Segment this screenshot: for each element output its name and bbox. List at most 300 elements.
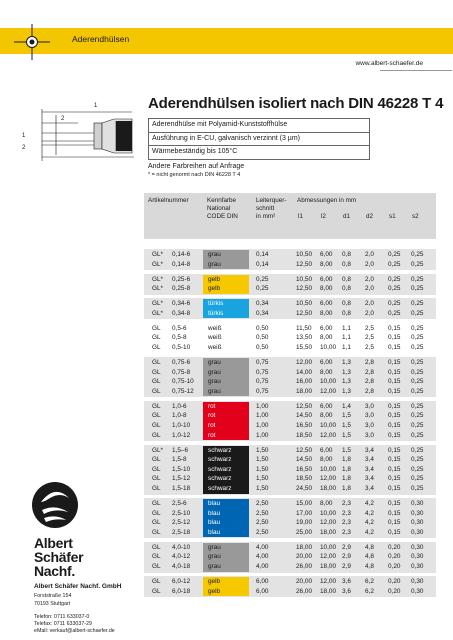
- color-name: grau: [208, 368, 221, 376]
- dim-l1: 18,00: [296, 543, 312, 551]
- dim-s2: 0,25: [411, 344, 424, 351]
- table-row: [0, 260, 453, 270]
- dim-l2: 10,00: [320, 422, 336, 429]
- color-name: grau: [208, 251, 221, 258]
- article-number: 1,0-8: [172, 412, 187, 420]
- article-prefix: GL*: [152, 275, 164, 283]
- article-number: 1,0-12: [172, 431, 191, 439]
- cross-section: 2,50: [256, 509, 269, 517]
- table-row: [0, 431, 453, 441]
- dim-l1: 14,50: [296, 456, 312, 464]
- color-name: schwarz: [208, 456, 232, 464]
- article-number: 0,14-8: [172, 260, 191, 268]
- dim-s1: 0,25: [388, 309, 401, 317]
- url-divider: [380, 70, 452, 71]
- article-prefix: GL: [152, 422, 161, 429]
- dim-d2: 3,4: [365, 456, 374, 464]
- dim-s2: 0,30: [411, 553, 424, 561]
- dimension-label-l1: 1: [94, 103, 98, 109]
- cross-section: 0,75: [256, 359, 269, 366]
- dim-s1: 0,15: [388, 500, 401, 507]
- dim-s2: 0,30: [411, 528, 424, 536]
- article-number: 6,0-18: [172, 587, 191, 595]
- dim-d2: 4,2: [365, 519, 374, 527]
- dim-l2: 12,00: [320, 475, 336, 483]
- article-number: 1,0-10: [172, 422, 191, 429]
- dim-l2: 6,00: [320, 251, 333, 258]
- article-prefix: GL*: [152, 300, 164, 308]
- dim-d2: 3,0: [365, 412, 374, 420]
- article-prefix: GL: [152, 368, 161, 376]
- dim-l1: 12,50: [296, 285, 312, 293]
- company-name: Albert Schäfer Nachf. GmbH: [34, 583, 122, 590]
- article-prefix: GL: [152, 485, 161, 492]
- dim-l2: 12,00: [320, 578, 336, 585]
- color-name: türkis: [208, 309, 224, 317]
- dim-d1: 1,8: [342, 485, 351, 492]
- article-prefix: GL: [152, 378, 161, 386]
- dim-s1: 0,25: [388, 300, 401, 308]
- header-color: Kennfarbe National CODE DIN: [207, 197, 238, 220]
- dim-l1: 10,50: [296, 300, 312, 308]
- table-row: [0, 333, 453, 343]
- dim-s1: 0,15: [388, 422, 401, 429]
- color-name: rot: [208, 402, 216, 410]
- table-row: [0, 299, 453, 309]
- dim-d2: 4,2: [365, 509, 374, 517]
- dim-l2: 6,00: [320, 446, 333, 454]
- dim-l2: 12,00: [320, 519, 336, 527]
- cross-section: 1,00: [256, 402, 269, 410]
- logo-line: Albert: [34, 535, 73, 551]
- color-name: türkis: [208, 300, 224, 308]
- dim-l2: 8,00: [320, 285, 333, 293]
- dim-d1: 1,5: [342, 446, 351, 454]
- dim-l1: 26,00: [296, 587, 312, 595]
- dim-d2: 4,8: [365, 553, 374, 561]
- article-number: 0,5-8: [172, 334, 187, 342]
- dim-d1: 1,1: [342, 324, 351, 332]
- article-number: 2,5-6: [172, 500, 187, 507]
- dim-l1: 18,50: [296, 431, 312, 439]
- article-prefix: GL: [152, 563, 161, 570]
- fax: Telefax: 0711 633037-29: [34, 621, 92, 627]
- article-prefix: GL: [152, 519, 161, 527]
- dim-s2: 0,30: [411, 563, 424, 570]
- article-number: 0,25-6: [172, 275, 191, 283]
- cross-section: 2,50: [256, 519, 269, 527]
- cross-section: 0,14: [256, 260, 269, 268]
- dim-d1: 1,3: [342, 368, 351, 376]
- dim-s1: 0,25: [388, 251, 401, 258]
- header-d1: d1: [343, 213, 351, 220]
- dim-l1: 20,00: [296, 553, 312, 561]
- dim-l1: 15,50: [296, 344, 312, 351]
- cross-section: 1,00: [256, 422, 269, 429]
- table-row: [0, 446, 453, 456]
- article-number: 0,75-12: [172, 387, 194, 395]
- dim-l2: 10,00: [320, 543, 336, 551]
- dim-d2: 4,2: [365, 528, 374, 536]
- dim-d2: 2,0: [365, 260, 374, 268]
- dim-d1: 1,3: [342, 387, 351, 395]
- dim-s2: 0,25: [411, 251, 424, 258]
- dim-d2: 3,4: [365, 446, 374, 454]
- dim-d2: 6,2: [365, 578, 374, 585]
- dim-s1: 0,15: [388, 324, 401, 332]
- dim-s2: 0,25: [411, 260, 424, 268]
- article-prefix: GL: [152, 500, 161, 507]
- color-name: weiß: [208, 324, 222, 332]
- dim-s1: 0,15: [388, 431, 401, 439]
- section-label: Aderendhülsen: [72, 34, 130, 44]
- dim-s2: 0,25: [411, 485, 424, 492]
- header-l2: l2: [321, 213, 326, 220]
- color-name: schwarz: [208, 446, 232, 454]
- article-number: 0,5-10: [172, 344, 191, 351]
- dim-s1: 0,15: [388, 465, 401, 473]
- dim-l2: 6,00: [320, 359, 333, 366]
- color-name: blau: [208, 528, 221, 536]
- dim-d2: 3,0: [365, 422, 374, 429]
- dim-d1: 0,8: [342, 300, 351, 308]
- article-number: 1,5-10: [172, 465, 191, 473]
- color-name: gelb: [208, 578, 221, 585]
- dim-l2: 18,00: [320, 587, 336, 595]
- dim-l1: 18,50: [296, 475, 312, 483]
- dim-s2: 0,30: [411, 543, 424, 551]
- color-name: weiß: [208, 344, 222, 351]
- table-row: [0, 250, 453, 260]
- cross-section: 1,50: [256, 456, 269, 464]
- dim-s2: 0,25: [411, 324, 424, 332]
- dim-l1: 17,00: [296, 509, 312, 517]
- dim-s2: 0,25: [411, 412, 424, 420]
- dim-d2: 4,2: [365, 500, 374, 507]
- email-link[interactable]: eMail: verkauf@albert-schaefer.de: [34, 628, 115, 634]
- color-name: schwarz: [208, 465, 232, 473]
- dim-d1: 3,6: [342, 587, 351, 595]
- header-cross-section: Leiterquer- schnitt in mm²: [256, 197, 287, 220]
- page-title: Aderendhülsen isoliert nach DIN 46228 T 4: [148, 95, 444, 112]
- dim-d2: 3,0: [365, 431, 374, 439]
- dim-s2: 0,25: [411, 334, 424, 342]
- cross-section: 0,75: [256, 387, 269, 395]
- footnote: * = nicht genormt nach DIN 46228 T 4: [148, 172, 241, 178]
- article-number: 2,5-10: [172, 509, 191, 517]
- article-prefix: GL: [152, 359, 161, 366]
- article-prefix: GL*: [152, 251, 164, 258]
- dim-d1: 2,3: [342, 509, 351, 517]
- dim-d1: 1,8: [342, 456, 351, 464]
- dim-s2: 0,30: [411, 509, 424, 517]
- dim-l2: 12,00: [320, 431, 336, 439]
- dim-l1: 24,50: [296, 485, 312, 492]
- logo-line: Nachf.: [34, 563, 75, 579]
- color-name: grau: [208, 553, 221, 561]
- dim-d1: 2,3: [342, 500, 351, 507]
- dimension-label-l2: 2: [61, 116, 65, 122]
- dim-s2: 0,30: [411, 587, 424, 595]
- dim-s1: 0,15: [388, 446, 401, 454]
- dim-s2: 0,25: [411, 309, 424, 317]
- article-prefix: GL: [152, 334, 161, 342]
- dim-l2: 8,00: [320, 368, 333, 376]
- dim-l1: 13,50: [296, 334, 312, 342]
- cross-section: 0,25: [256, 285, 269, 293]
- cross-section: 2,50: [256, 528, 269, 536]
- dim-s1: 0,15: [388, 475, 401, 483]
- table-row: [0, 284, 453, 294]
- dim-l1: 12,00: [296, 359, 312, 366]
- dim-s1: 0,25: [388, 275, 401, 283]
- dim-l2: 6,00: [320, 324, 333, 332]
- dim-s1: 0,15: [388, 334, 401, 342]
- article-number: 2,5-18: [172, 528, 191, 536]
- dim-d1: 3,6: [342, 578, 351, 585]
- color-name: grau: [208, 387, 221, 395]
- cross-section: 0,34: [256, 300, 269, 308]
- table-row: [0, 387, 453, 397]
- article-prefix: GL: [152, 431, 161, 439]
- header-s1: s1: [389, 213, 396, 220]
- article-prefix: GL*: [152, 446, 164, 454]
- cross-section: 0,75: [256, 368, 269, 376]
- dim-s1: 0,15: [388, 509, 401, 517]
- dim-l2: 8,00: [320, 412, 333, 420]
- dim-s1: 0,25: [388, 285, 401, 293]
- dim-d2: 2,0: [365, 285, 374, 293]
- cross-section: 4,00: [256, 553, 269, 561]
- color-name: blau: [208, 500, 221, 507]
- address-street: Forststraße 154: [34, 593, 72, 599]
- article-prefix: GL: [152, 553, 161, 561]
- table-row: [0, 343, 453, 353]
- dim-s2: 0,30: [411, 519, 424, 527]
- dim-s2: 0,25: [411, 359, 424, 366]
- dim-d1: 1,8: [342, 475, 351, 483]
- dim-d2: 3,4: [365, 475, 374, 483]
- dim-l2: 18,00: [320, 528, 336, 536]
- dim-s1: 0,25: [388, 260, 401, 268]
- article-number: 0,34-8: [172, 309, 191, 317]
- cross-section: 1,00: [256, 431, 269, 439]
- dim-l2: 8,00: [320, 309, 333, 317]
- color-name: grau: [208, 260, 221, 268]
- company-logo-icon: [30, 478, 80, 532]
- description-line: Aderendhülse mit Polyamid-Kunststoffhülse: [149, 119, 369, 133]
- dim-s2: 0,25: [411, 475, 424, 483]
- table-row: [0, 402, 453, 412]
- article-number: 1,5-12: [172, 475, 191, 483]
- cross-section: 4,00: [256, 563, 269, 570]
- table-row: [0, 358, 453, 368]
- dim-d1: 1,4: [342, 402, 351, 410]
- dim-l2: 18,00: [320, 485, 336, 492]
- cross-section: 0,75: [256, 378, 269, 386]
- header-dimensions: Abmessungen in mm: [297, 197, 357, 204]
- dim-d1: 0,8: [342, 251, 351, 258]
- dim-l2: 12,00: [320, 387, 336, 395]
- header-d2: d2: [366, 213, 374, 220]
- color-name: rot: [208, 431, 216, 439]
- dim-d2: 2,5: [365, 334, 374, 342]
- dim-d1: 2,3: [342, 528, 351, 536]
- color-name: gelb: [208, 285, 221, 293]
- dim-l2: 10,00: [320, 465, 336, 473]
- dim-l2: 10,00: [320, 344, 336, 351]
- color-name: rot: [208, 412, 216, 420]
- dim-s1: 0,15: [388, 412, 401, 420]
- product-description-box: [148, 118, 370, 160]
- article-prefix: GL: [152, 402, 161, 410]
- color-name: grau: [208, 359, 221, 366]
- dim-d2: 2,8: [365, 359, 374, 366]
- dim-s2: 0,30: [411, 578, 424, 585]
- dim-d2: 2,5: [365, 324, 374, 332]
- header-s2: s2: [412, 213, 419, 220]
- article-number: 2,5-12: [172, 519, 191, 527]
- color-name: blau: [208, 519, 221, 527]
- table-row: [0, 309, 453, 319]
- dim-l1: 14,00: [296, 368, 312, 376]
- dim-d2: 2,0: [365, 275, 374, 283]
- color-note: Andere Farbreihen auf Anfrage: [148, 163, 245, 170]
- article-number: 0,34-6: [172, 300, 191, 308]
- dim-s2: 0,25: [411, 446, 424, 454]
- table-row: [0, 377, 453, 387]
- header-l1: l1: [298, 213, 303, 220]
- dim-s2: 0,25: [411, 422, 424, 429]
- dim-d1: 1,3: [342, 359, 351, 366]
- dim-l1: 26,00: [296, 563, 312, 570]
- dim-d1: 0,8: [342, 260, 351, 268]
- cross-section: 6,00: [256, 587, 269, 595]
- dim-d2: 3,4: [365, 485, 374, 492]
- dimension-label-d1: 1: [22, 133, 26, 139]
- dim-s1: 0,20: [388, 563, 401, 570]
- dim-d2: 4,8: [365, 543, 374, 551]
- color-name: schwarz: [208, 485, 232, 492]
- article-prefix: GL: [152, 475, 161, 483]
- color-name: grau: [208, 543, 221, 551]
- dim-s1: 0,15: [388, 387, 401, 395]
- cross-section: 0,14: [256, 251, 269, 258]
- article-prefix: GL: [152, 412, 161, 420]
- cross-section: 2,50: [256, 500, 269, 507]
- article-prefix: GL*: [152, 285, 164, 293]
- table-row: [0, 411, 453, 421]
- dim-l1: 25,00: [296, 528, 312, 536]
- article-number: 0,75-6: [172, 359, 191, 366]
- article-number: 4,0-18: [172, 563, 191, 570]
- table-row: [0, 324, 453, 334]
- color-name: rot: [208, 422, 216, 429]
- dim-s1: 0,15: [388, 519, 401, 527]
- dim-d2: 2,0: [365, 251, 374, 258]
- cross-section: 1,50: [256, 485, 269, 492]
- dim-s1: 0,15: [388, 456, 401, 464]
- dim-l1: 10,50: [296, 275, 312, 283]
- color-name: gelb: [208, 275, 221, 283]
- dim-l1: 16,50: [296, 465, 312, 473]
- article-prefix: GL: [152, 387, 161, 395]
- website-url: www.albert-schaefer.de: [355, 60, 423, 67]
- dim-d1: 1,3: [342, 378, 351, 386]
- cross-section: 1,50: [256, 465, 269, 473]
- description-line: Wärmebeständig bis 105°C: [152, 148, 238, 155]
- dim-d2: 2,8: [365, 368, 374, 376]
- dim-l2: 10,00: [320, 378, 336, 386]
- dim-l1: 15,00: [296, 500, 312, 507]
- dim-d1: 2,9: [342, 563, 351, 570]
- dim-d1: 0,8: [342, 285, 351, 293]
- dim-l2: 18,00: [320, 563, 336, 570]
- dimension-label-d2: 2: [22, 145, 26, 151]
- article-prefix: GL: [152, 509, 161, 517]
- color-name: weiß: [208, 334, 222, 342]
- dim-l1: 18,00: [296, 387, 312, 395]
- dim-l2: 6,00: [320, 402, 333, 410]
- dim-l2: 6,00: [320, 300, 333, 308]
- table-row: [0, 421, 453, 431]
- article-prefix: GL: [152, 578, 161, 585]
- dim-l1: 12,50: [296, 260, 312, 268]
- dim-s1: 0,15: [388, 368, 401, 376]
- dim-l1: 14,50: [296, 412, 312, 420]
- article-number: 0,5-6: [172, 324, 187, 332]
- article-prefix: GL: [152, 543, 161, 551]
- dim-l2: 8,00: [320, 500, 333, 507]
- article-number: 1,5–6: [172, 446, 188, 454]
- dim-d2: 3,4: [365, 465, 374, 473]
- address-city: 70193 Stuttgart: [34, 601, 71, 607]
- dim-l1: 12,50: [296, 446, 312, 454]
- article-number: 1,5-18: [172, 485, 191, 492]
- dim-d1: 1,5: [342, 422, 351, 429]
- dim-s2: 0,25: [411, 465, 424, 473]
- dim-l2: 8,00: [320, 334, 333, 342]
- cross-section: 1,50: [256, 446, 269, 454]
- dim-d2: 2,8: [365, 387, 374, 395]
- cross-section: 0,34: [256, 309, 269, 317]
- dim-s2: 0,25: [411, 300, 424, 308]
- description-line: Ausführung in E-CU, galvanisch verzinnt (3 µm): [149, 133, 369, 147]
- dim-s2: 0,30: [411, 500, 424, 507]
- dim-d2: 3,0: [365, 402, 374, 410]
- header-article: Artikelnummer: [148, 197, 189, 204]
- dim-d1: 1,5: [342, 431, 351, 439]
- cross-section: 0,50: [256, 334, 269, 342]
- dim-l2: 6,00: [320, 275, 333, 283]
- dim-s2: 0,25: [411, 402, 424, 410]
- dim-l1: 10,50: [296, 251, 312, 258]
- article-number: 4,0-12: [172, 553, 191, 561]
- article-prefix: GL: [152, 528, 161, 536]
- dim-l1: 12,50: [296, 402, 312, 410]
- color-name: grau: [208, 378, 221, 386]
- phone: Telefon: 0711 633037-0: [34, 614, 90, 620]
- dim-d1: 2,9: [342, 543, 351, 551]
- dim-s1: 0,20: [388, 587, 401, 595]
- dim-d1: 0,8: [342, 309, 351, 317]
- dim-d2: 2,0: [365, 300, 374, 308]
- cross-section: 1,50: [256, 475, 269, 483]
- section-header-bar: [0, 28, 453, 54]
- dim-d2: 4,8: [365, 563, 374, 570]
- article-number: 0,14-6: [172, 251, 191, 258]
- dim-l1: 16,00: [296, 378, 312, 386]
